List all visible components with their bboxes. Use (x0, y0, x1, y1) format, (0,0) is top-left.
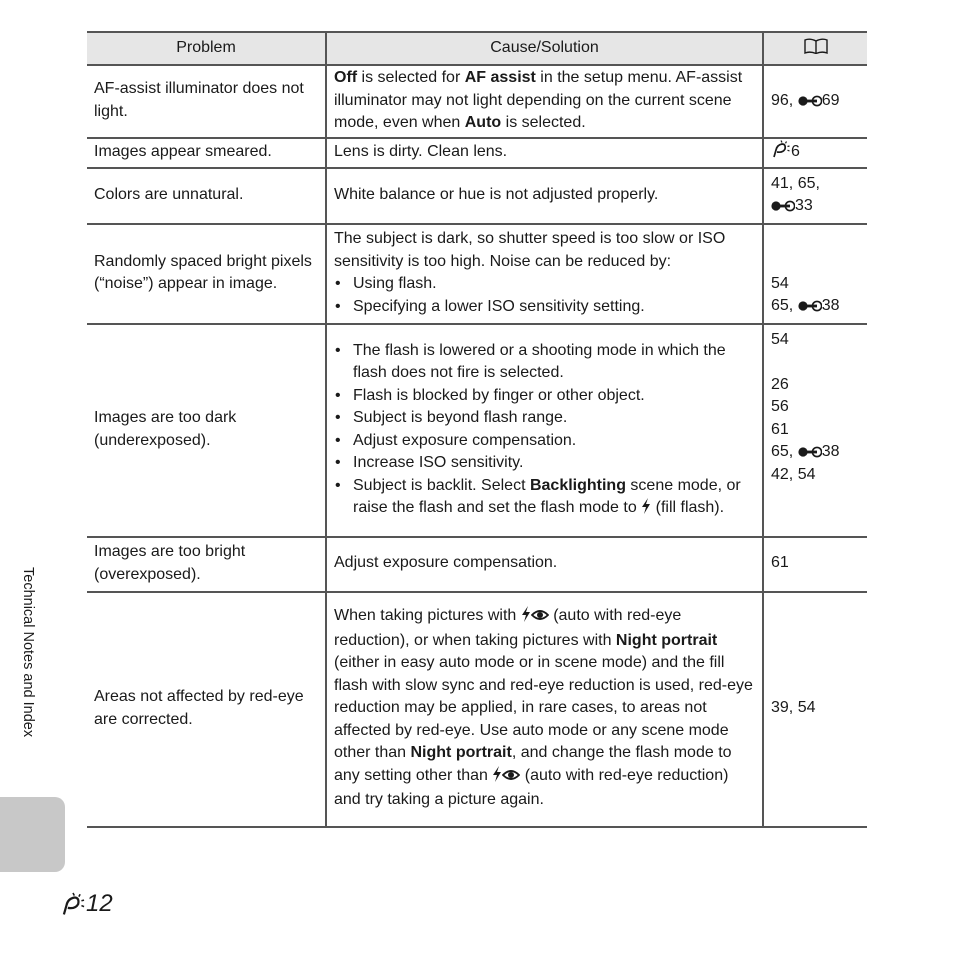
text: Subject is backlit. Select (353, 476, 530, 494)
cause-cell (326, 324, 763, 537)
list-item: • The flash is lowered or a shooting mode in which the flash does not fire is selected. (334, 340, 756, 385)
table-row (87, 592, 867, 827)
ref-cell (763, 168, 867, 224)
list-item: • Using flash. (334, 273, 756, 296)
table-row (87, 65, 867, 138)
problem-cell: Images are too dark (underexposed). (87, 324, 326, 537)
problem-cell: Areas not affected by red-eye are corrected. (87, 592, 326, 827)
bold-text: Night portrait (410, 744, 512, 762)
cause-cell: Adjust exposure compensation. (326, 537, 763, 592)
ref-text: 61 (771, 420, 789, 438)
reference-icon (771, 200, 795, 212)
header-cause-solution: Cause/Solution (326, 32, 763, 65)
cause-cell (326, 224, 763, 324)
table-row (87, 537, 867, 592)
flash-red-eye-icon (492, 766, 520, 790)
red-eye-icon (531, 608, 549, 622)
ref-page: 6 (791, 143, 800, 161)
table-row (87, 138, 867, 168)
text: When taking pictures with (334, 607, 521, 625)
text: (fill flash). (651, 499, 725, 516)
technical-notes-icon (771, 140, 791, 158)
problem-cell: Images appear smeared. (87, 138, 326, 168)
bold-text: Night portrait (615, 631, 718, 649)
bold-text: AF assist (464, 69, 536, 86)
book-icon (804, 38, 828, 54)
ref-text: 56 (771, 398, 789, 415)
text: (either in easy auto mode or in scene mode) and the fill flash with slow sync and red-eye reduction is used, red-eye reduction may be applied, in rare cases, to areas not affected by red-eye. Use auto mode or any scene mode other than (334, 654, 753, 762)
cause-cell: Lens is dirty. Clean lens. (326, 138, 763, 168)
table-header-row (87, 32, 867, 65)
flash-icon (492, 766, 502, 782)
text: , and change the flash mode to any setting other than (334, 744, 732, 784)
ref-text: 54 (771, 330, 789, 348)
troubleshooting-table (87, 31, 867, 828)
ref-text: 65, (771, 443, 798, 460)
cause-cell: White balance or hue is not adjusted properly. (326, 168, 763, 224)
text: is selected for (357, 69, 465, 86)
text: in the setup menu. AF-assist illuminator may not light depending on the current scene mode, even when (334, 69, 743, 131)
text: scene mode, or raise the flash and set the flash mode to (353, 476, 741, 516)
bullet-list (334, 340, 756, 520)
ref-text: 42, 54 (771, 465, 816, 483)
bullet-list (334, 273, 756, 318)
reference-icon (798, 95, 822, 107)
red-eye-icon (502, 768, 520, 782)
ref-page: 38 (821, 443, 840, 460)
list-item: • Flash is blocked by finger or other object. (334, 385, 756, 408)
ref-text: 41, 65, (771, 174, 820, 192)
ref-page: 33 (795, 197, 813, 214)
ref-cell (763, 138, 867, 168)
ref-text: 96, (771, 91, 798, 109)
problem-cell: Images are too bright (overexposed). (87, 537, 326, 592)
ref-cell (763, 224, 867, 324)
bold-text: Auto (464, 114, 502, 131)
list-item (334, 475, 756, 520)
list-item: • Adjust exposure compensation. (334, 430, 756, 453)
list-item: • Increase ISO sensitivity. (334, 452, 756, 475)
cause-cell (326, 592, 763, 827)
table-row (87, 224, 867, 324)
bold-text: Backlighting (529, 476, 626, 494)
ref-page: 38 (821, 297, 840, 314)
flash-icon (521, 606, 531, 622)
table-row (87, 168, 867, 224)
flash-icon (641, 498, 651, 514)
header-problem: Problem (87, 32, 326, 65)
text: (auto with red-eye reduction) and try taking a picture again. (334, 766, 729, 809)
cause-cell (326, 65, 763, 138)
section-tab (0, 797, 65, 872)
ref-text: 54 (771, 274, 789, 292)
page-number-text: 12 (86, 890, 113, 917)
ref-cell (763, 65, 867, 138)
page-number (60, 890, 113, 918)
list-item: • Specifying a lower ISO sensitivity setting. (334, 296, 756, 319)
ref-cell (763, 324, 867, 537)
list-item: • Subject is beyond flash range. (334, 407, 756, 430)
reference-icon (798, 446, 822, 458)
table-row (87, 324, 867, 537)
cause-intro: The subject is dark, so shutter speed is too slow or ISO sensitivity is too high. Noise can be reduced by: (334, 230, 726, 270)
text: (auto with red-eye reduction), or when taking pictures with (334, 607, 682, 649)
ref-cell: 61 (763, 537, 867, 592)
text: is selected. (501, 114, 586, 131)
problem-cell: Colors are unnatural. (87, 168, 326, 224)
ref-cell: 39, 54 (763, 592, 867, 827)
ref-text: 65, (771, 297, 798, 314)
bold-text: Off (334, 69, 358, 86)
reference-icon (798, 300, 822, 312)
flash-red-eye-icon (521, 606, 549, 630)
technical-notes-icon (60, 892, 86, 916)
section-side-label: Technical Notes and Index (20, 567, 36, 738)
ref-text: 26 (771, 375, 789, 393)
header-reference (763, 32, 867, 65)
ref-page: 69 (821, 91, 840, 109)
problem-cell: AF-assist illuminator does not light. (87, 65, 326, 138)
problem-cell: Randomly spaced bright pixels (“noise”) appear in image. (87, 224, 326, 324)
